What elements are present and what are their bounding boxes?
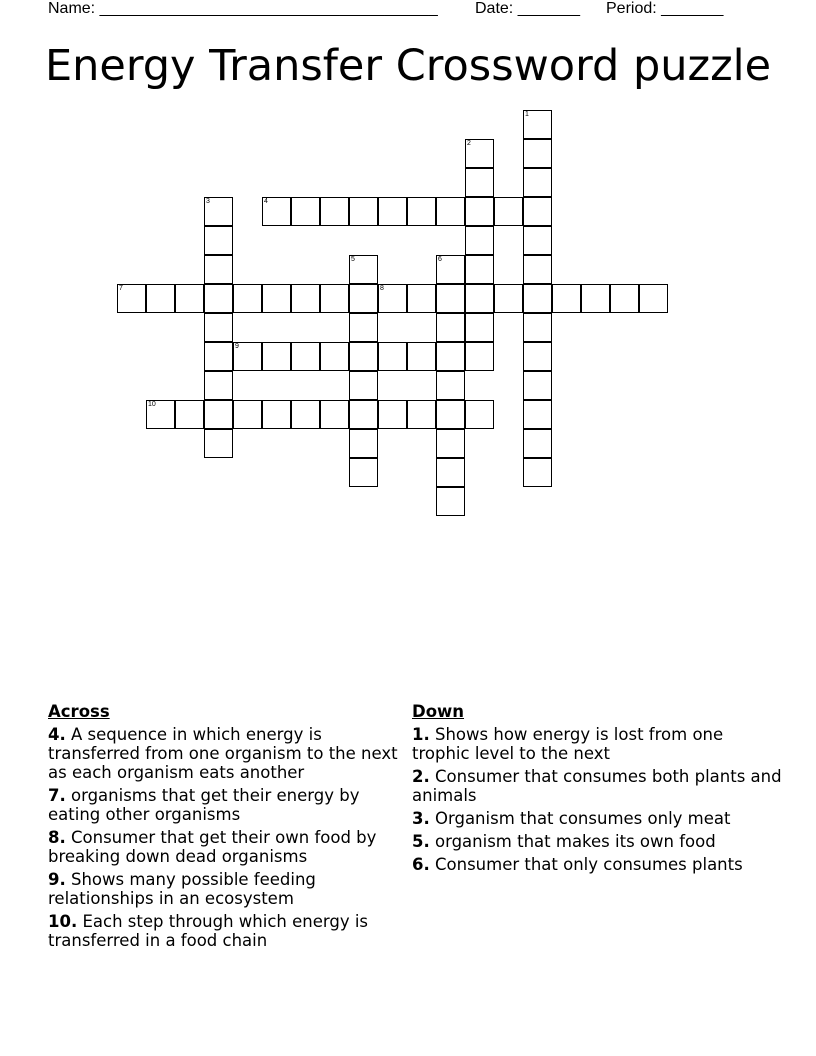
across-clues	[48, 702, 398, 954]
clue-text: Consumer that only consumes plants	[429, 855, 743, 874]
clue-item	[48, 870, 398, 908]
grid-cell[interactable]	[349, 197, 378, 226]
grid-cell[interactable]	[436, 313, 465, 342]
clue-number: 5.	[412, 832, 430, 851]
grid-cell[interactable]	[233, 284, 262, 313]
grid-cell[interactable]	[349, 255, 378, 284]
cell-number: 2	[467, 140, 471, 147]
grid-cell[interactable]	[204, 371, 233, 400]
cell-number: 5	[351, 256, 355, 263]
grid-cell[interactable]	[349, 458, 378, 487]
grid-cell[interactable]	[378, 197, 407, 226]
clue-item	[412, 725, 782, 763]
clue-number: 3.	[412, 809, 430, 828]
grid-cell[interactable]	[494, 197, 523, 226]
grid-cell[interactable]	[639, 284, 668, 313]
down-clue-list	[412, 725, 782, 874]
grid-cell[interactable]	[465, 226, 494, 255]
clue-text: Shows how energy is lost from one trophic level to the next	[412, 725, 724, 763]
clue-number: 6.	[412, 855, 430, 874]
grid-cell[interactable]	[320, 197, 349, 226]
grid-cell[interactable]	[204, 255, 233, 284]
grid-cell[interactable]	[436, 255, 465, 284]
grid-cell[interactable]	[320, 400, 349, 429]
cell-number: 1	[525, 111, 529, 118]
grid-cell[interactable]	[436, 284, 465, 313]
clue-text: Organism that consumes only meat	[429, 809, 731, 828]
grid-cell[interactable]	[291, 400, 320, 429]
grid-cell[interactable]	[204, 284, 233, 313]
grid-cell[interactable]	[465, 400, 494, 429]
grid-cell[interactable]	[523, 197, 552, 226]
grid-cell[interactable]	[523, 429, 552, 458]
puzzle-title: Energy Transfer Crossword puzzle	[44, 41, 772, 91]
grid-cell[interactable]	[523, 168, 552, 197]
clue-item	[48, 912, 398, 950]
grid-cell[interactable]	[523, 110, 552, 139]
grid-cell[interactable]	[407, 400, 436, 429]
date-field-label: Date: _______	[475, 0, 580, 17]
grid-cell[interactable]	[436, 371, 465, 400]
clue-text: Shows many possible feeding relationships in an ecosystem	[48, 870, 316, 908]
cell-number: 7	[119, 285, 123, 292]
grid-cell[interactable]	[465, 197, 494, 226]
grid-cell[interactable]	[204, 342, 233, 371]
grid-cell[interactable]	[407, 197, 436, 226]
grid-cell[interactable]	[146, 400, 175, 429]
grid-cell[interactable]	[117, 284, 146, 313]
grid-cell[interactable]	[523, 371, 552, 400]
name-field-label: Name: ______________________________________	[48, 0, 438, 17]
grid-cell[interactable]	[436, 342, 465, 371]
grid-cell[interactable]	[465, 342, 494, 371]
cell-number: 10	[148, 401, 156, 408]
grid-cell[interactable]	[407, 284, 436, 313]
clue-number: 1.	[412, 725, 430, 744]
grid-cell[interactable]	[233, 342, 262, 371]
grid-cell[interactable]	[349, 429, 378, 458]
grid-cell[interactable]	[262, 342, 291, 371]
clue-text: Consumer that consumes both plants and animals	[412, 767, 782, 805]
clue-item	[48, 725, 398, 782]
clue-item	[412, 855, 782, 874]
clue-item	[412, 767, 782, 805]
grid-cell[interactable]	[291, 284, 320, 313]
cell-number: 6	[438, 256, 442, 263]
clue-number: 8.	[48, 828, 66, 847]
grid-cell[interactable]	[465, 313, 494, 342]
clue-text: Consumer that get their own food by breaking down dead organisms	[48, 828, 377, 866]
grid-cell[interactable]	[291, 197, 320, 226]
grid-cell[interactable]	[436, 197, 465, 226]
grid-cell[interactable]	[523, 400, 552, 429]
grid-cell[interactable]	[436, 400, 465, 429]
grid-cell[interactable]	[320, 342, 349, 371]
grid-cell[interactable]	[465, 168, 494, 197]
grid-cell[interactable]	[204, 313, 233, 342]
grid-cell[interactable]	[378, 400, 407, 429]
grid-cell[interactable]	[262, 400, 291, 429]
grid-cell[interactable]	[552, 284, 581, 313]
clue-number: 9.	[48, 870, 66, 889]
period-field-label: Period: _______	[606, 0, 724, 17]
grid-cell[interactable]	[523, 226, 552, 255]
across-clue-list	[48, 725, 398, 950]
clue-number: 10.	[48, 912, 78, 931]
clue-item	[48, 828, 398, 866]
grid-cell[interactable]	[436, 458, 465, 487]
grid-cell[interactable]	[262, 284, 291, 313]
grid-cell[interactable]	[494, 284, 523, 313]
clue-text: organisms that get their energy by eating other organisms	[48, 786, 360, 824]
grid-cell[interactable]	[262, 197, 291, 226]
grid-cell[interactable]	[581, 284, 610, 313]
grid-cell[interactable]	[378, 342, 407, 371]
clue-number: 7.	[48, 786, 66, 805]
grid-cell[interactable]	[175, 400, 204, 429]
grid-cell[interactable]	[146, 284, 175, 313]
grid-cell[interactable]	[204, 400, 233, 429]
grid-cell[interactable]	[523, 458, 552, 487]
grid-cell[interactable]	[204, 197, 233, 226]
clue-text: A sequence in which energy is transferred from one organism to the next as each organism eats another	[48, 725, 398, 782]
grid-cell[interactable]	[349, 371, 378, 400]
grid-cell[interactable]	[320, 284, 349, 313]
cell-number: 9	[235, 343, 239, 350]
grid-cell[interactable]	[233, 400, 262, 429]
grid-cell[interactable]	[436, 487, 465, 516]
cell-number: 3	[206, 198, 210, 205]
clue-text: organism that makes its own food	[429, 832, 716, 851]
grid-cell[interactable]	[523, 284, 552, 313]
grid-cell[interactable]	[349, 400, 378, 429]
clue-text: Each step through which energy is transferred in a food chain	[48, 912, 369, 950]
down-clues	[412, 702, 782, 878]
grid-cell[interactable]	[436, 429, 465, 458]
grid-cell[interactable]	[523, 342, 552, 371]
grid-cell[interactable]	[523, 255, 552, 284]
grid-cell[interactable]	[610, 284, 639, 313]
clue-item	[48, 786, 398, 824]
grid-cell[interactable]	[204, 429, 233, 458]
cell-number: 8	[380, 285, 384, 292]
cell-number: 4	[264, 198, 268, 205]
grid-cell[interactable]	[349, 342, 378, 371]
grid-cell[interactable]	[378, 284, 407, 313]
grid-cell[interactable]	[204, 226, 233, 255]
down-heading: Down	[412, 702, 465, 721]
grid-cell[interactable]	[349, 313, 378, 342]
clue-item	[412, 809, 782, 828]
grid-cell[interactable]	[407, 342, 436, 371]
grid-cell[interactable]	[465, 139, 494, 168]
grid-cell[interactable]	[465, 255, 494, 284]
grid-cell[interactable]	[523, 139, 552, 168]
across-heading: Across	[48, 702, 110, 721]
grid-cell[interactable]	[291, 342, 320, 371]
grid-cell[interactable]	[349, 284, 378, 313]
grid-cell[interactable]	[175, 284, 204, 313]
grid-cell[interactable]	[465, 284, 494, 313]
clue-item	[412, 832, 782, 851]
clue-number: 2.	[412, 767, 430, 786]
clue-number: 4.	[48, 725, 66, 744]
grid-cell[interactable]	[523, 313, 552, 342]
